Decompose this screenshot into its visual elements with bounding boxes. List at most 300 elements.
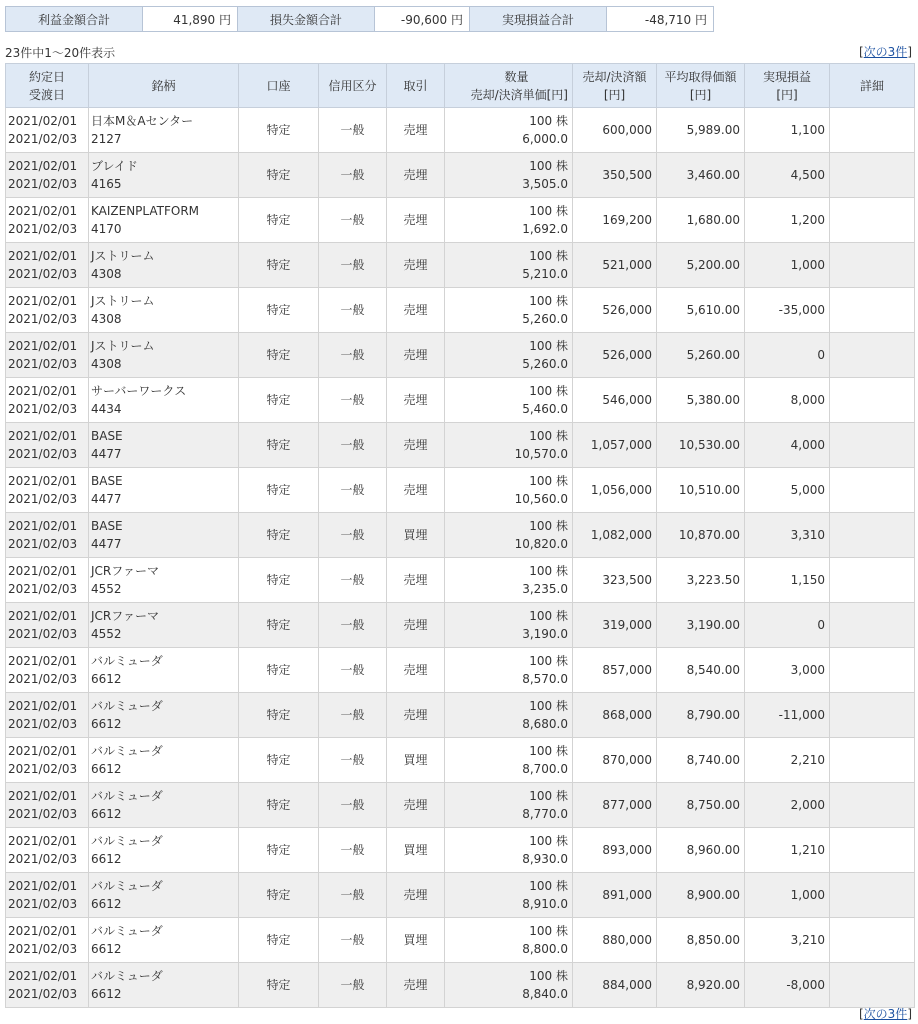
date-cell: [6, 333, 89, 378]
quantity-cell: [445, 198, 573, 243]
account-type: 特定: [239, 513, 319, 558]
settlement-amount: 1,056,000: [573, 468, 657, 513]
credit-type: 一般: [319, 288, 387, 333]
stock-name: Jストリーム: [91, 294, 155, 308]
stock-name: サーバーワークス: [91, 384, 187, 398]
next-page-link[interactable]: 次の3件: [863, 1007, 908, 1021]
detail-cell: [830, 783, 915, 828]
table-row: [6, 423, 915, 468]
table-row: [6, 378, 915, 423]
account-type: 特定: [239, 873, 319, 918]
col-quantity: [445, 64, 573, 108]
average-cost: 10,510.00: [657, 468, 745, 513]
credit-type: 一般: [319, 918, 387, 963]
stock-cell: [89, 828, 239, 873]
unit-price: 5,260.0: [522, 357, 568, 371]
stock-cell: [89, 648, 239, 693]
unit-price: 5,260.0: [522, 312, 568, 326]
credit-type: 一般: [319, 243, 387, 288]
next-page-link-top: [859, 43, 912, 60]
account-type: 特定: [239, 738, 319, 783]
realized-pl: 1,000: [745, 873, 830, 918]
date-cell: [6, 873, 89, 918]
trade-type: 売埋: [387, 648, 445, 693]
settlement-amount: 880,000: [573, 918, 657, 963]
settle-date: 2021/02/03: [8, 447, 78, 461]
unit-price: 10,570.0: [514, 447, 568, 461]
account-type: 特定: [239, 378, 319, 423]
account-type: 特定: [239, 648, 319, 693]
trade-date: 2021/02/01: [8, 609, 78, 623]
stock-code: 4552: [91, 627, 122, 641]
quantity: 100 株: [529, 699, 568, 713]
average-cost: 8,790.00: [657, 693, 745, 738]
table-row: [6, 603, 915, 648]
settlement-amount: 526,000: [573, 333, 657, 378]
unit-price: 8,770.0: [522, 807, 568, 821]
table-row: [6, 918, 915, 963]
trade-date: 2021/02/01: [8, 249, 78, 263]
credit-type: 一般: [319, 828, 387, 873]
bracket-open: [: [858, 45, 864, 59]
average-cost: 8,540.00: [657, 648, 745, 693]
stock-cell: [89, 603, 239, 648]
settlement-amount: 526,000: [573, 288, 657, 333]
date-cell: [6, 828, 89, 873]
table-row: [6, 873, 915, 918]
trade-type: 売埋: [387, 783, 445, 828]
col-avg-line2: [円]: [689, 87, 712, 102]
detail-cell: [830, 153, 915, 198]
date-cell: [6, 738, 89, 783]
realized-pl: 1,100: [745, 108, 830, 153]
quantity: 100 株: [529, 879, 568, 893]
stock-name: 日本M＆Aセンター: [91, 114, 194, 128]
col-credit: 信用区分: [319, 64, 387, 108]
realized-pl: -35,000: [745, 288, 830, 333]
credit-type: 一般: [319, 333, 387, 378]
trade-type: 買埋: [387, 918, 445, 963]
quantity: 100 株: [529, 609, 568, 623]
settle-date: 2021/02/03: [8, 717, 78, 731]
unit-price: 8,910.0: [522, 897, 568, 911]
trade-type: 売埋: [387, 243, 445, 288]
col-qty-line2: 売却/決済単価[円]: [470, 87, 568, 102]
detail-cell: [830, 423, 915, 468]
stock-cell: [89, 243, 239, 288]
table-row: [6, 108, 915, 153]
credit-type: 一般: [319, 738, 387, 783]
quantity-cell: [445, 243, 573, 288]
trade-date: 2021/02/01: [8, 339, 78, 353]
unit-price: 10,820.0: [514, 537, 568, 551]
col-qty-line1: 数量: [504, 69, 529, 84]
unit-price: 3,505.0: [522, 177, 568, 191]
quantity: 100 株: [529, 474, 568, 488]
quantity-cell: [445, 648, 573, 693]
date-cell: [6, 918, 89, 963]
trade-date: 2021/02/01: [8, 204, 78, 218]
trade-type: 売埋: [387, 198, 445, 243]
bracket-close: ]: [907, 45, 912, 59]
next-page-link[interactable]: 次の3件: [863, 45, 908, 59]
stock-cell: [89, 738, 239, 783]
average-cost: 5,260.00: [657, 333, 745, 378]
stock-cell: [89, 288, 239, 333]
settle-date: 2021/02/03: [8, 402, 78, 416]
quantity: 100 株: [529, 384, 568, 398]
trade-date: 2021/02/01: [8, 294, 78, 308]
trade-date: 2021/02/01: [8, 879, 78, 893]
realized-pl: 0: [745, 603, 830, 648]
col-pl-line1: 実現損益: [762, 69, 811, 84]
stock-cell: [89, 873, 239, 918]
realized-pl: 1,150: [745, 558, 830, 603]
unit-price: 8,930.0: [522, 852, 568, 866]
credit-type: 一般: [319, 783, 387, 828]
average-cost: 3,460.00: [657, 153, 745, 198]
stock-code: 4477: [91, 537, 122, 551]
trade-type: 売埋: [387, 153, 445, 198]
trade-type: 売埋: [387, 288, 445, 333]
trade-date: 2021/02/01: [8, 429, 78, 443]
stock-cell: [89, 468, 239, 513]
stock-cell: [89, 198, 239, 243]
realized-total-value: -48,710 円: [607, 7, 714, 32]
stock-cell: [89, 558, 239, 603]
stock-code: 6612: [91, 897, 122, 911]
average-cost: 8,900.00: [657, 873, 745, 918]
unit-price: 8,840.0: [522, 987, 568, 1001]
trade-date: 2021/02/01: [8, 114, 78, 128]
quantity: 100 株: [529, 564, 568, 578]
settlement-amount: 323,500: [573, 558, 657, 603]
detail-cell: [830, 693, 915, 738]
table-row: [6, 288, 915, 333]
trade-date: 2021/02/01: [8, 519, 78, 533]
trade-type: 売埋: [387, 603, 445, 648]
profit-total-label: 利益金額合計: [6, 7, 143, 32]
quantity-cell: [445, 828, 573, 873]
quantity-cell: [445, 783, 573, 828]
quantity-cell: [445, 513, 573, 558]
unit-price: 5,460.0: [522, 402, 568, 416]
trade-type: 売埋: [387, 873, 445, 918]
quantity-cell: [445, 603, 573, 648]
date-cell: [6, 513, 89, 558]
trade-type: 売埋: [387, 108, 445, 153]
average-cost: 5,989.00: [657, 108, 745, 153]
stock-code: 2127: [91, 132, 122, 146]
table-row: [6, 828, 915, 873]
quantity: 100 株: [529, 159, 568, 173]
realized-pl: 5,000: [745, 468, 830, 513]
average-cost: 5,200.00: [657, 243, 745, 288]
quantity: 100 株: [529, 429, 568, 443]
stock-cell: [89, 918, 239, 963]
unit-price: 8,700.0: [522, 762, 568, 776]
realized-pl: 0: [745, 333, 830, 378]
trade-date: 2021/02/01: [8, 474, 78, 488]
settle-date: 2021/02/03: [8, 312, 78, 326]
stock-name: BASE: [91, 519, 123, 533]
stock-cell: [89, 333, 239, 378]
settle-date: 2021/02/03: [8, 177, 78, 191]
settlement-amount: 857,000: [573, 648, 657, 693]
stock-name: バルミューダ: [91, 654, 163, 668]
unit-price: 3,190.0: [522, 627, 568, 641]
table-row: [6, 783, 915, 828]
quantity: 100 株: [529, 114, 568, 128]
stock-code: 6612: [91, 762, 122, 776]
trade-date: 2021/02/01: [8, 789, 78, 803]
col-date: [6, 64, 89, 108]
date-cell: [6, 108, 89, 153]
credit-type: 一般: [319, 378, 387, 423]
average-cost: 1,680.00: [657, 198, 745, 243]
stock-code: 4170: [91, 222, 122, 236]
table-row: [6, 558, 915, 603]
table-row: [6, 333, 915, 378]
stock-name: ブレイド: [91, 159, 138, 173]
quantity: 100 株: [529, 969, 568, 983]
stock-cell: [89, 783, 239, 828]
stock-code: 4434: [91, 402, 122, 416]
settlement-amount: 350,500: [573, 153, 657, 198]
detail-cell: [830, 648, 915, 693]
date-cell: [6, 423, 89, 468]
trade-type: 買埋: [387, 738, 445, 783]
col-realized-pl: [745, 64, 830, 108]
account-type: 特定: [239, 288, 319, 333]
table-row: [6, 153, 915, 198]
settlement-amount: 319,000: [573, 603, 657, 648]
trade-type: 買埋: [387, 828, 445, 873]
quantity-cell: [445, 423, 573, 468]
account-type: 特定: [239, 558, 319, 603]
detail-cell: [830, 108, 915, 153]
quantity-cell: [445, 873, 573, 918]
settle-date: 2021/02/03: [8, 267, 78, 281]
detail-cell: [830, 963, 915, 1008]
bracket-close: ]: [907, 1007, 912, 1021]
realized-pl: -11,000: [745, 693, 830, 738]
summary-table: [5, 6, 714, 32]
quantity: 100 株: [529, 924, 568, 938]
stock-code: 6612: [91, 852, 122, 866]
detail-cell: [830, 468, 915, 513]
trade-date: 2021/02/01: [8, 564, 78, 578]
settle-date: 2021/02/03: [8, 132, 78, 146]
date-cell: [6, 648, 89, 693]
realized-total-label: 実現損益合計: [470, 7, 607, 32]
quantity: 100 株: [529, 249, 568, 263]
trade-type: 売埋: [387, 693, 445, 738]
credit-type: 一般: [319, 873, 387, 918]
date-cell: [6, 288, 89, 333]
next-page-link-bottom: [859, 1005, 912, 1022]
stock-name: バルミューダ: [91, 879, 163, 893]
quantity: 100 株: [529, 339, 568, 353]
quantity-cell: [445, 738, 573, 783]
settlement-amount: 521,000: [573, 243, 657, 288]
credit-type: 一般: [319, 558, 387, 603]
trade-type: 売埋: [387, 333, 445, 378]
credit-type: 一般: [319, 603, 387, 648]
table-row: [6, 738, 915, 783]
stock-code: 4552: [91, 582, 122, 596]
account-type: 特定: [239, 918, 319, 963]
account-type: 特定: [239, 243, 319, 288]
credit-type: 一般: [319, 423, 387, 468]
realized-pl: 3,210: [745, 918, 830, 963]
profit-total-value: 41,890 円: [143, 7, 238, 32]
settlement-amount: 1,057,000: [573, 423, 657, 468]
table-row: [6, 198, 915, 243]
quantity-cell: [445, 963, 573, 1008]
account-type: 特定: [239, 153, 319, 198]
date-cell: [6, 198, 89, 243]
col-amount-line2: [円]: [603, 87, 626, 102]
quantity: 100 株: [529, 789, 568, 803]
table-body: [6, 108, 915, 1008]
trade-date: 2021/02/01: [8, 834, 78, 848]
average-cost: 8,740.00: [657, 738, 745, 783]
stock-cell: [89, 513, 239, 558]
quantity: 100 株: [529, 834, 568, 848]
quantity-cell: [445, 153, 573, 198]
quantity: 100 株: [529, 294, 568, 308]
trade-type: 売埋: [387, 558, 445, 603]
col-avg-line1: 平均取得価額: [664, 69, 737, 84]
trade-date: 2021/02/01: [8, 744, 78, 758]
settle-date: 2021/02/03: [8, 357, 78, 371]
credit-type: 一般: [319, 963, 387, 1008]
col-trade: 取引: [387, 64, 445, 108]
date-cell: [6, 378, 89, 423]
detail-cell: [830, 918, 915, 963]
stock-code: 4165: [91, 177, 122, 191]
stock-cell: [89, 378, 239, 423]
stock-name: バルミューダ: [91, 924, 163, 938]
realized-pl: 1,000: [745, 243, 830, 288]
quantity-cell: [445, 693, 573, 738]
stock-name: JCRファーマ: [91, 564, 160, 578]
unit-price: 10,560.0: [514, 492, 568, 506]
stock-cell: [89, 153, 239, 198]
settle-date: 2021/02/03: [8, 897, 78, 911]
stock-code: 4308: [91, 357, 122, 371]
credit-type: 一般: [319, 468, 387, 513]
detail-cell: [830, 738, 915, 783]
date-cell: [6, 558, 89, 603]
settlement-amount: 600,000: [573, 108, 657, 153]
result-count: 23件中1～20件表示: [5, 46, 116, 60]
quantity-cell: [445, 108, 573, 153]
unit-price: 8,570.0: [522, 672, 568, 686]
quantity-cell: [445, 333, 573, 378]
unit-price: 5,210.0: [522, 267, 568, 281]
col-trade-date: 約定日: [28, 69, 65, 84]
detail-cell: [830, 288, 915, 333]
stock-name: BASE: [91, 474, 123, 488]
detail-cell: [830, 558, 915, 603]
unit-price: 8,680.0: [522, 717, 568, 731]
settlement-amount: 870,000: [573, 738, 657, 783]
stock-name: KAIZENPLATFORM: [91, 204, 200, 218]
settlement-amount: 169,200: [573, 198, 657, 243]
col-average-cost: [657, 64, 745, 108]
detail-cell: [830, 873, 915, 918]
settlement-amount: 546,000: [573, 378, 657, 423]
settle-date: 2021/02/03: [8, 807, 78, 821]
col-detail: 詳細: [830, 64, 915, 108]
stock-code: 4477: [91, 492, 122, 506]
realized-pl: 2,210: [745, 738, 830, 783]
settlement-amount: 884,000: [573, 963, 657, 1008]
stock-code: 4477: [91, 447, 122, 461]
trade-date: 2021/02/01: [8, 654, 78, 668]
quantity: 100 株: [529, 519, 568, 533]
table-header-row: [6, 64, 915, 108]
account-type: 特定: [239, 423, 319, 468]
settlement-amount: 891,000: [573, 873, 657, 918]
stock-code: 4308: [91, 267, 122, 281]
average-cost: 5,610.00: [657, 288, 745, 333]
date-cell: [6, 153, 89, 198]
realized-pl: 4,000: [745, 423, 830, 468]
stock-cell: [89, 693, 239, 738]
stock-name: バルミューダ: [91, 744, 163, 758]
col-amount-line1: 売却/決済額: [582, 69, 647, 84]
stock-name: バルミューダ: [91, 699, 163, 713]
realized-pl: 3,000: [745, 648, 830, 693]
stock-cell: [89, 963, 239, 1008]
average-cost: 8,920.00: [657, 963, 745, 1008]
table-row: [6, 963, 915, 1008]
stock-code: 4308: [91, 312, 122, 326]
credit-type: 一般: [319, 648, 387, 693]
date-cell: [6, 468, 89, 513]
detail-cell: [830, 603, 915, 648]
stock-name: バルミューダ: [91, 969, 163, 983]
stock-code: 6612: [91, 807, 122, 821]
trade-type: 売埋: [387, 378, 445, 423]
realized-pl: 2,000: [745, 783, 830, 828]
quantity-cell: [445, 468, 573, 513]
table-row: [6, 513, 915, 558]
credit-type: 一般: [319, 693, 387, 738]
settle-date: 2021/02/03: [8, 987, 78, 1001]
settle-date: 2021/02/03: [8, 222, 78, 236]
stock-code: 6612: [91, 717, 122, 731]
settlement-amount: 1,082,000: [573, 513, 657, 558]
quantity: 100 株: [529, 744, 568, 758]
realized-pl: -8,000: [745, 963, 830, 1008]
detail-cell: [830, 828, 915, 873]
average-cost: 5,380.00: [657, 378, 745, 423]
detail-cell: [830, 198, 915, 243]
col-amount: [573, 64, 657, 108]
quantity-cell: [445, 918, 573, 963]
unit-price: 1,692.0: [522, 222, 568, 236]
credit-type: 一般: [319, 513, 387, 558]
credit-type: 一般: [319, 198, 387, 243]
credit-type: 一般: [319, 153, 387, 198]
quantity-cell: [445, 288, 573, 333]
trade-date: 2021/02/01: [8, 699, 78, 713]
table-row: [6, 648, 915, 693]
